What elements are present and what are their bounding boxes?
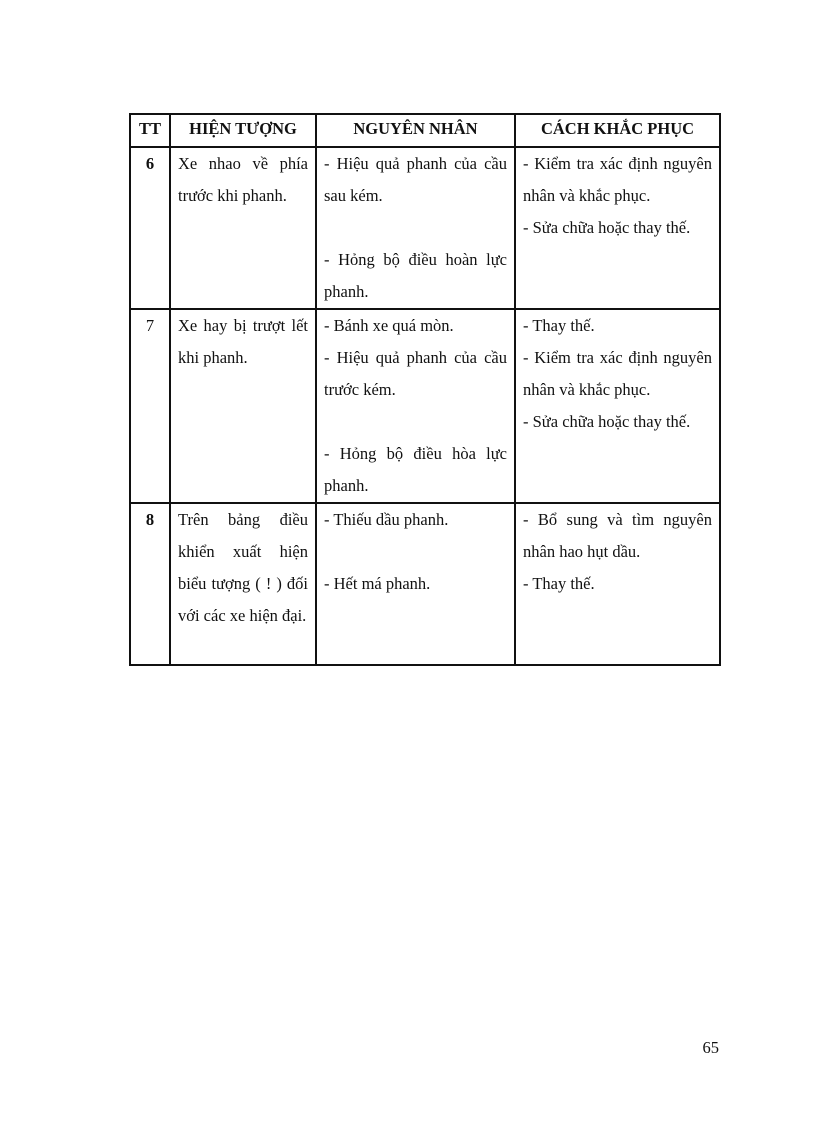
phenomenon-cell [170, 503, 316, 665]
remedy-item: - Kiểm tra xác định nguyên nhân và khắc phục. [523, 154, 712, 205]
header-nguyen-nhan: NGUYÊN NHÂN [316, 114, 515, 147]
header-tt: TT [130, 114, 170, 147]
remedy-cell [515, 503, 720, 665]
cause-item: - Thiếu dầu phanh. [324, 510, 449, 529]
phenomenon-text: Trên bảng điều khiển xuất hiện biểu tượng ( ! ) đối với các xe hiện đại. [178, 510, 308, 625]
table-row [130, 503, 720, 665]
table-header-row [130, 114, 720, 147]
row-number: 6 [130, 147, 170, 309]
remedy-item: - Kiểm tra xác định nguyên nhân và khắc phục. [523, 348, 712, 399]
remedy-item: - Sửa chữa hoặc thay thế. [523, 412, 691, 431]
fault-table [129, 113, 721, 666]
row-number: 8 [130, 503, 170, 665]
phenomenon-cell [170, 309, 316, 503]
header-cach-khac-phuc: CÁCH KHẮC PHỤC [515, 114, 720, 147]
remedy-cell [515, 147, 720, 309]
header-hien-tuong: HIỆN TƯỢNG [170, 114, 316, 147]
remedy-cell [515, 309, 720, 503]
cause-item: - Hết má phanh. [324, 574, 431, 593]
remedy-item: - Bổ sung và tìm nguyên nhân hao hụt dầu. [523, 510, 712, 561]
page-number: 65 [702, 1038, 719, 1057]
cause-cell [316, 503, 515, 665]
cause-item: - Hỏng bộ điều hòa lực phanh. [324, 444, 507, 495]
phenomenon-text: Xe hay bị trượt lết khi phanh. [178, 316, 308, 367]
cause-item: - Bánh xe quá mòn. [324, 316, 454, 335]
cause-item: - Hiệu quả phanh của cầu sau kém. [324, 154, 507, 205]
cause-cell [316, 309, 515, 503]
remedy-item: - Sửa chữa hoặc thay thế. [523, 218, 691, 237]
table-row [130, 147, 720, 309]
phenomenon-cell [170, 147, 316, 309]
cause-item: - Hỏng bộ điều hoàn lực phanh. [324, 250, 507, 301]
cause-cell [316, 147, 515, 309]
cause-item: - Hiệu quả phanh của cầu trước kém. [324, 348, 507, 399]
table-row [130, 309, 720, 503]
phenomenon-text: Xe nhao về phía trước khi phanh. [178, 154, 308, 205]
row-number: 7 [130, 309, 170, 503]
remedy-item: - Thay thế. [523, 316, 595, 335]
remedy-item: - Thay thế. [523, 574, 595, 593]
